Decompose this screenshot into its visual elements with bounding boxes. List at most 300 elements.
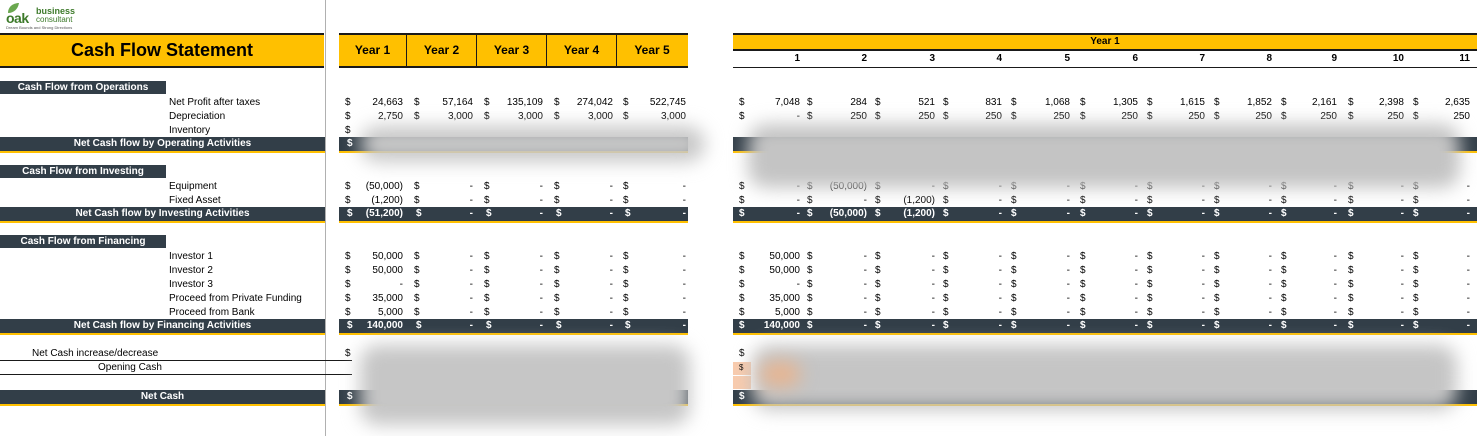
label-net-profit: Net Profit after taxes bbox=[169, 97, 261, 108]
monthly-cell-net_financing: - bbox=[863, 320, 867, 331]
annual-cell-equipment: - bbox=[609, 181, 613, 192]
dollar-sign: $ bbox=[875, 320, 881, 331]
monthly-cell-investor2: - bbox=[1134, 265, 1138, 276]
dollar-sign: $ bbox=[807, 208, 813, 219]
monthly-cell-bank: - bbox=[1333, 307, 1337, 318]
year-header-1: Year 1 bbox=[339, 35, 407, 66]
annual-cell-bank: - bbox=[469, 307, 473, 318]
monthly-cell-net_profit: 284 bbox=[850, 97, 867, 108]
monthly-cell-private_funding: - bbox=[1268, 293, 1272, 304]
annual-cell-net_investing: - bbox=[539, 208, 543, 219]
dollar-sign: $ bbox=[623, 279, 629, 290]
dollar-sign: $ bbox=[807, 293, 813, 304]
dollar-sign: $ bbox=[1348, 293, 1354, 304]
annual-cell-fixed_asset: (1,200) bbox=[371, 195, 403, 206]
monthly-cell-investor3: - bbox=[1333, 279, 1337, 290]
section-operations: Cash Flow from Operations bbox=[0, 81, 166, 94]
monthly-cell-net_investing: - bbox=[1268, 208, 1272, 219]
annual-cell-investor3: - bbox=[539, 279, 543, 290]
monthly-cell-net_investing: - bbox=[1134, 208, 1138, 219]
label-depreciation: Depreciation bbox=[169, 111, 226, 122]
monthly-cell-depreciation: 250 bbox=[1255, 111, 1272, 122]
dollar-sign: $ bbox=[943, 208, 949, 219]
monthly-cell-investor1: - bbox=[1134, 251, 1138, 262]
dollar-sign: $ bbox=[416, 320, 422, 331]
dollar-sign: $ bbox=[484, 307, 490, 318]
dollar-sign: $ bbox=[345, 265, 351, 276]
monthly-cell-net_profit: 1,068 bbox=[1044, 97, 1070, 108]
dollar-sign: $ bbox=[623, 251, 629, 262]
dollar-sign: $ bbox=[1348, 320, 1354, 331]
net-cash-label: Net Cash bbox=[140, 391, 185, 402]
month-header-4: 4 bbox=[996, 53, 1002, 64]
annual-cell-net_financing: - bbox=[609, 320, 613, 331]
dollar-sign: $ bbox=[875, 265, 881, 276]
dollar-sign: $ bbox=[807, 195, 813, 206]
redacted-operating-annual bbox=[360, 126, 705, 162]
dollar-sign: $ bbox=[554, 111, 560, 122]
monthly-cell-fixed_asset: - bbox=[1201, 195, 1205, 206]
dollar-sign: $ bbox=[416, 208, 422, 219]
monthly-cell-net_investing: - bbox=[1400, 208, 1404, 219]
monthly-cell-private_funding: - bbox=[1066, 293, 1070, 304]
monthly-cell-bank: - bbox=[931, 307, 935, 318]
dollar-sign: $ bbox=[1214, 208, 1220, 219]
dollar-sign: $ bbox=[875, 195, 881, 206]
dollar-sign: $ bbox=[556, 208, 562, 219]
monthly-cell-fixed_asset: - bbox=[998, 195, 1002, 206]
dollar-sign: $ bbox=[875, 293, 881, 304]
monthly-cell-private_funding: - bbox=[1333, 293, 1337, 304]
annual-cell-investor1: - bbox=[539, 251, 543, 262]
annual-cell-investor3: - bbox=[609, 279, 613, 290]
dollar-sign: $ bbox=[1011, 97, 1017, 108]
label-private-funding: Proceed from Private Funding bbox=[169, 293, 302, 304]
dollar-sign: $ bbox=[1214, 307, 1220, 318]
dollar-sign: $ bbox=[807, 307, 813, 318]
year-header-5: Year 5 bbox=[634, 43, 670, 57]
monthly-cell-net_investing: - bbox=[1201, 208, 1205, 219]
monthly-cell-fixed_asset: - bbox=[863, 195, 867, 206]
monthly-cell-investor1: - bbox=[1466, 251, 1470, 262]
dollar-sign: $ bbox=[1214, 293, 1220, 304]
monthly-cell-net_investing: - bbox=[796, 208, 800, 219]
monthly-cell-investor3: - bbox=[1268, 279, 1272, 290]
dollar-sign: $ bbox=[414, 97, 420, 108]
dollar-sign: $ bbox=[875, 97, 881, 108]
monthly-cell-investor1: - bbox=[1066, 251, 1070, 262]
dollar-sign: $ bbox=[345, 251, 351, 262]
label-bank: Proceed from Bank bbox=[169, 307, 255, 318]
monthly-cell-depreciation: 250 bbox=[1387, 111, 1404, 122]
dollar-sign: $ bbox=[554, 293, 560, 304]
dollar-sign: $ bbox=[347, 208, 353, 219]
monthly-cell-net_profit: 1,615 bbox=[1179, 97, 1205, 108]
redacted-net-cash-annual bbox=[360, 345, 690, 425]
monthly-cell-depreciation: 250 bbox=[1188, 111, 1205, 122]
annual-cell-equipment: - bbox=[469, 181, 473, 192]
column-divider bbox=[325, 0, 326, 436]
monthly-cell-fixed_asset: - bbox=[1333, 195, 1337, 206]
label-opening-cash: Opening Cash bbox=[98, 362, 162, 373]
logo-brand: oak bbox=[6, 10, 29, 26]
dollar-sign: $ bbox=[345, 293, 351, 304]
monthly-cell-investor3: - bbox=[1066, 279, 1070, 290]
dollar-sign: $ bbox=[1348, 307, 1354, 318]
dollar-sign: $ bbox=[1281, 279, 1287, 290]
dollar-sign: $ bbox=[1011, 195, 1017, 206]
annual-cell-fixed_asset: - bbox=[469, 195, 473, 206]
monthly-cell-private_funding: - bbox=[1134, 293, 1138, 304]
dollar-sign: $ bbox=[739, 111, 745, 122]
dollar-sign: $ bbox=[739, 307, 745, 318]
dollar-sign: $ bbox=[486, 320, 492, 331]
monthly-cell-net_financing: - bbox=[1333, 320, 1337, 331]
dollar-sign: $ bbox=[1281, 111, 1287, 122]
monthly-cell-bank: - bbox=[1268, 307, 1272, 318]
redacted-net-cash-monthly bbox=[752, 345, 1457, 410]
monthly-cell-fixed_asset: - bbox=[1466, 195, 1470, 206]
dollar-sign: $ bbox=[486, 208, 492, 219]
dollar-sign: $ bbox=[943, 320, 949, 331]
dollar-sign: $ bbox=[623, 265, 629, 276]
dollar-sign: $ bbox=[414, 307, 420, 318]
dollar-sign: $ bbox=[1214, 97, 1220, 108]
dollar-sign: $ bbox=[623, 293, 629, 304]
dollar-sign: $ bbox=[875, 251, 881, 262]
dollar-sign: $ bbox=[625, 320, 631, 331]
monthly-cell-private_funding: - bbox=[998, 293, 1002, 304]
annual-cell-net_investing: - bbox=[682, 208, 686, 219]
dollar-sign: $ bbox=[1011, 307, 1017, 318]
monthly-cell-net_profit: 2,635 bbox=[1444, 97, 1470, 108]
month-header-7: 7 bbox=[1199, 53, 1205, 64]
dollar-sign: $ bbox=[1080, 195, 1086, 206]
monthly-cell-net_profit: 831 bbox=[985, 97, 1002, 108]
dollar-sign: $ bbox=[943, 251, 949, 262]
monthly-cell-private_funding: - bbox=[1201, 293, 1205, 304]
monthly-cell-net_profit: 7,048 bbox=[774, 97, 800, 108]
label-investor1: Investor 1 bbox=[169, 251, 213, 262]
dollar-sign: $ bbox=[414, 195, 420, 206]
dollar-sign: $ bbox=[807, 279, 813, 290]
dollar-sign: $ bbox=[414, 111, 420, 122]
dollar-sign: $ bbox=[1348, 111, 1354, 122]
page-title-bar bbox=[0, 33, 324, 68]
dollar-sign: $ bbox=[1281, 195, 1287, 206]
annual-cell-investor2: 50,000 bbox=[372, 265, 403, 276]
annual-cell-investor3: - bbox=[682, 279, 686, 290]
dollar-sign: $ bbox=[414, 181, 420, 192]
dollar-sign: $ bbox=[554, 307, 560, 318]
dollar-sign: $ bbox=[623, 181, 629, 192]
dollar-sign: $ bbox=[1281, 97, 1287, 108]
dollar-sign: $ bbox=[807, 251, 813, 262]
dollar-net-increase: $ bbox=[345, 348, 351, 359]
monthly-header-year: Year 1 bbox=[1090, 36, 1120, 47]
monthly-cell-depreciation: 250 bbox=[1320, 111, 1337, 122]
dollar-sign: $ bbox=[1413, 307, 1419, 318]
annual-cell-investor1: 50,000 bbox=[372, 251, 403, 262]
annual-cell-depreciation: 3,000 bbox=[587, 111, 613, 122]
dollar-sign: $ bbox=[1281, 265, 1287, 276]
dollar-sign: $ bbox=[556, 320, 562, 331]
net-investing-label: Net Cash flow by Investing Activities bbox=[75, 208, 250, 219]
monthly-cell-investor2: - bbox=[1400, 265, 1404, 276]
dollar-sign: $ bbox=[1348, 97, 1354, 108]
monthly-cell-net_financing: - bbox=[1134, 320, 1138, 331]
monthly-cell-private_funding: 35,000 bbox=[769, 293, 800, 304]
dollar-sign: $ bbox=[739, 195, 745, 206]
dollar-inventory: $ bbox=[345, 125, 351, 136]
monthly-cell-investor2: - bbox=[931, 265, 935, 276]
monthly-cell-net_investing: - bbox=[998, 208, 1002, 219]
monthly-cell-net_profit: 2,398 bbox=[1378, 97, 1404, 108]
dollar-sign: $ bbox=[943, 195, 949, 206]
annual-cell-fixed_asset: - bbox=[609, 195, 613, 206]
month-header-1: 1 bbox=[794, 53, 800, 64]
dollar-sign: $ bbox=[1080, 97, 1086, 108]
dollar-sign: $ bbox=[414, 251, 420, 262]
annual-cell-net_profit: 24,663 bbox=[372, 97, 403, 108]
annual-cell-investor1: - bbox=[469, 251, 473, 262]
dollar-opening-monthly: $ bbox=[739, 363, 744, 372]
monthly-cell-private_funding: - bbox=[863, 293, 867, 304]
dollar-sign: $ bbox=[739, 320, 745, 331]
logo bbox=[4, 2, 94, 32]
monthly-cell-investor3: - bbox=[1201, 279, 1205, 290]
label-fixed-asset: Fixed Asset bbox=[169, 195, 221, 206]
dollar-sign: $ bbox=[1011, 251, 1017, 262]
dollar-sign: $ bbox=[1281, 208, 1287, 219]
annual-cell-bank: - bbox=[609, 307, 613, 318]
monthly-cell-bank: - bbox=[1066, 307, 1070, 318]
monthly-cell-investor2: - bbox=[1066, 265, 1070, 276]
dollar-sign: $ bbox=[345, 195, 351, 206]
month-header-6: 6 bbox=[1132, 53, 1138, 64]
annual-cell-fixed_asset: - bbox=[682, 195, 686, 206]
monthly-cell-investor2: - bbox=[1201, 265, 1205, 276]
dollar-sign: $ bbox=[623, 195, 629, 206]
dollar-sign: $ bbox=[1348, 279, 1354, 290]
dollar-sign: $ bbox=[1413, 293, 1419, 304]
dollar-sign: $ bbox=[345, 111, 351, 122]
monthly-cell-net_investing: - bbox=[1466, 208, 1470, 219]
year-header-3: Year 3 bbox=[477, 35, 547, 66]
dollar-sign: $ bbox=[414, 293, 420, 304]
annual-cell-net_financing: - bbox=[539, 320, 543, 331]
monthly-cell-net_financing: 140,000 bbox=[763, 320, 800, 331]
dollar-sign: $ bbox=[623, 111, 629, 122]
monthly-cell-net_financing: - bbox=[1201, 320, 1205, 331]
dollar-sign: $ bbox=[943, 293, 949, 304]
monthly-cell-investor1: - bbox=[1268, 251, 1272, 262]
monthly-cell-investor2: - bbox=[1466, 265, 1470, 276]
monthly-cell-depreciation: 250 bbox=[918, 111, 935, 122]
annual-cell-net_profit: 57,164 bbox=[442, 97, 473, 108]
annual-cell-bank: - bbox=[539, 307, 543, 318]
dollar-sign: $ bbox=[943, 265, 949, 276]
monthly-cell-fixed_asset: - bbox=[1066, 195, 1070, 206]
dollar-sign: $ bbox=[1348, 208, 1354, 219]
dollar-sign: $ bbox=[1011, 279, 1017, 290]
logo-line1: business bbox=[36, 6, 76, 16]
dollar-sign: $ bbox=[1147, 111, 1153, 122]
dollar-sign: $ bbox=[943, 111, 949, 122]
monthly-cell-depreciation: - bbox=[796, 111, 800, 122]
monthly-cell-investor3: - bbox=[931, 279, 935, 290]
net-operating-label: Net Cash flow by Operating Activities bbox=[73, 138, 252, 149]
dollar-sign: $ bbox=[1011, 293, 1017, 304]
monthly-cell-private_funding: - bbox=[931, 293, 935, 304]
annual-cell-private_funding: - bbox=[682, 293, 686, 304]
redacted-opening-orange bbox=[760, 362, 800, 386]
monthly-cell-fixed_asset: - bbox=[1400, 195, 1404, 206]
monthly-cell-net_financing: - bbox=[1466, 320, 1470, 331]
annual-cell-equipment: - bbox=[539, 181, 543, 192]
annual-cell-investor2: - bbox=[539, 265, 543, 276]
annual-cell-net_financing: - bbox=[682, 320, 686, 331]
dollar-sign: $ bbox=[1413, 195, 1419, 206]
monthly-cell-net_investing: (50,000) bbox=[829, 208, 867, 219]
monthly-cell-private_funding: - bbox=[1466, 293, 1470, 304]
net-financing-label: Net Cash flow by Financing Activities bbox=[73, 320, 252, 331]
annual-cell-investor2: - bbox=[609, 265, 613, 276]
monthly-cell-bank: - bbox=[863, 307, 867, 318]
annual-cell-investor1: - bbox=[682, 251, 686, 262]
year-header-4: Year 4 bbox=[547, 35, 617, 66]
month-header-11: 11 bbox=[1459, 53, 1470, 64]
dollar-sign: $ bbox=[943, 279, 949, 290]
dollar-sign: $ bbox=[1080, 320, 1086, 331]
annual-cell-net_profit: 135,109 bbox=[506, 97, 543, 108]
monthly-cell-investor1: 50,000 bbox=[769, 251, 800, 262]
dollar-sign: $ bbox=[1147, 251, 1153, 262]
dollar-sign: $ bbox=[1413, 320, 1419, 331]
monthly-cell-investor2: - bbox=[1333, 265, 1337, 276]
dollar-sign: $ bbox=[1413, 279, 1419, 290]
monthly-cell-net_investing: - bbox=[1066, 208, 1070, 219]
monthly-cell-investor2: - bbox=[998, 265, 1002, 276]
dollar-sign: $ bbox=[1011, 265, 1017, 276]
month-header-2: 2 bbox=[861, 53, 867, 64]
month-header-9: 9 bbox=[1331, 53, 1337, 64]
annual-cell-private_funding: 35,000 bbox=[372, 293, 403, 304]
dollar-sign: $ bbox=[1011, 208, 1017, 219]
annual-cell-net_profit: 522,745 bbox=[649, 97, 686, 108]
monthly-cell-net_financing: - bbox=[1066, 320, 1070, 331]
dollar-sign: $ bbox=[554, 97, 560, 108]
monthly-cell-investor2: - bbox=[863, 265, 867, 276]
monthly-cell-investor2: 50,000 bbox=[769, 265, 800, 276]
monthly-cell-net_financing: - bbox=[998, 320, 1002, 331]
dollar-sign: $ bbox=[1413, 97, 1419, 108]
dollar-sign: $ bbox=[1214, 111, 1220, 122]
dollar-sign: $ bbox=[1080, 279, 1086, 290]
monthly-cell-depreciation: 250 bbox=[1453, 111, 1470, 122]
dollar-sign: $ bbox=[807, 265, 813, 276]
dollar-net-increase-monthly: $ bbox=[739, 348, 745, 359]
label-net-increase: Net Cash increase/decrease bbox=[32, 348, 159, 359]
annual-cell-private_funding: - bbox=[469, 293, 473, 304]
annual-cell-equipment: (50,000) bbox=[365, 181, 403, 192]
month-header-5: 5 bbox=[1064, 53, 1070, 64]
dollar-sign: $ bbox=[414, 265, 420, 276]
monthly-cell-investor1: - bbox=[1400, 251, 1404, 262]
monthly-cell-depreciation: 250 bbox=[1121, 111, 1138, 122]
monthly-cell-bank: - bbox=[1201, 307, 1205, 318]
monthly-cell-investor3: - bbox=[1400, 279, 1404, 290]
dollar-sign: $ bbox=[484, 111, 490, 122]
dollar-sign: $ bbox=[347, 320, 353, 331]
monthly-cell-net_investing: (1,200) bbox=[903, 208, 935, 219]
dollar-sign: $ bbox=[1413, 251, 1419, 262]
dollar-sign: $ bbox=[554, 265, 560, 276]
section-financing: Cash Flow from Financing bbox=[0, 235, 166, 248]
dollar-sign: $ bbox=[807, 111, 813, 122]
dollar-sign: $ bbox=[739, 279, 745, 290]
dollar-sign: $ bbox=[1214, 279, 1220, 290]
monthly-cell-bank: 5,000 bbox=[774, 307, 800, 318]
section-investing: Cash Flow from Investing bbox=[0, 165, 166, 178]
redacted-operating-monthly bbox=[748, 124, 1460, 188]
dollar-sign: $ bbox=[1281, 307, 1287, 318]
dollar-sign: $ bbox=[345, 97, 351, 108]
annual-cell-bank: - bbox=[682, 307, 686, 318]
monthly-cell-depreciation: 250 bbox=[985, 111, 1002, 122]
annual-cell-investor2: - bbox=[469, 265, 473, 276]
dollar-sign: $ bbox=[739, 181, 745, 192]
annual-cell-net_financing: 140,000 bbox=[366, 320, 403, 331]
dollar-sign: $ bbox=[1080, 265, 1086, 276]
monthly-cell-investor3: - bbox=[1466, 279, 1470, 290]
label-investor3: Investor 3 bbox=[169, 279, 213, 290]
dollar-sign: $ bbox=[1147, 195, 1153, 206]
annual-cell-net_investing: (51,200) bbox=[365, 208, 403, 219]
dollar-sign: $ bbox=[1281, 320, 1287, 331]
dollar-sign: $ bbox=[875, 111, 881, 122]
monthly-cell-bank: - bbox=[1400, 307, 1404, 318]
dollar-sign: $ bbox=[1348, 265, 1354, 276]
dollar-sign: $ bbox=[875, 307, 881, 318]
annual-cell-equipment: - bbox=[682, 181, 686, 192]
monthly-cell-net_profit: 521 bbox=[918, 97, 935, 108]
annual-cell-bank: 5,000 bbox=[377, 307, 403, 318]
dollar-sign: $ bbox=[345, 181, 351, 192]
monthly-cell-fixed_asset: - bbox=[1134, 195, 1138, 206]
monthly-cell-bank: - bbox=[1466, 307, 1470, 318]
monthly-cell-investor1: - bbox=[998, 251, 1002, 262]
annual-cell-net_investing: - bbox=[469, 208, 473, 219]
monthly-cell-investor1: - bbox=[1201, 251, 1205, 262]
monthly-cell-investor1: - bbox=[1333, 251, 1337, 262]
dollar-net-operating: $ bbox=[347, 138, 353, 149]
annual-cell-private_funding: - bbox=[539, 293, 543, 304]
label-investor2: Investor 2 bbox=[169, 265, 213, 276]
dollar-sign: $ bbox=[1281, 293, 1287, 304]
monthly-cell-depreciation: 250 bbox=[1053, 111, 1070, 122]
dollar-sign: $ bbox=[554, 279, 560, 290]
opening-cash-highlight-2 bbox=[733, 376, 751, 389]
dollar-sign: $ bbox=[1011, 320, 1017, 331]
monthly-cell-net_profit: 1,305 bbox=[1112, 97, 1138, 108]
annual-cell-private_funding: - bbox=[609, 293, 613, 304]
monthly-cell-fixed_asset: (1,200) bbox=[903, 195, 935, 206]
annual-cell-depreciation: 3,000 bbox=[447, 111, 473, 122]
dollar-sign: $ bbox=[1080, 208, 1086, 219]
dollar-sign: $ bbox=[484, 181, 490, 192]
dollar-sign: $ bbox=[625, 208, 631, 219]
